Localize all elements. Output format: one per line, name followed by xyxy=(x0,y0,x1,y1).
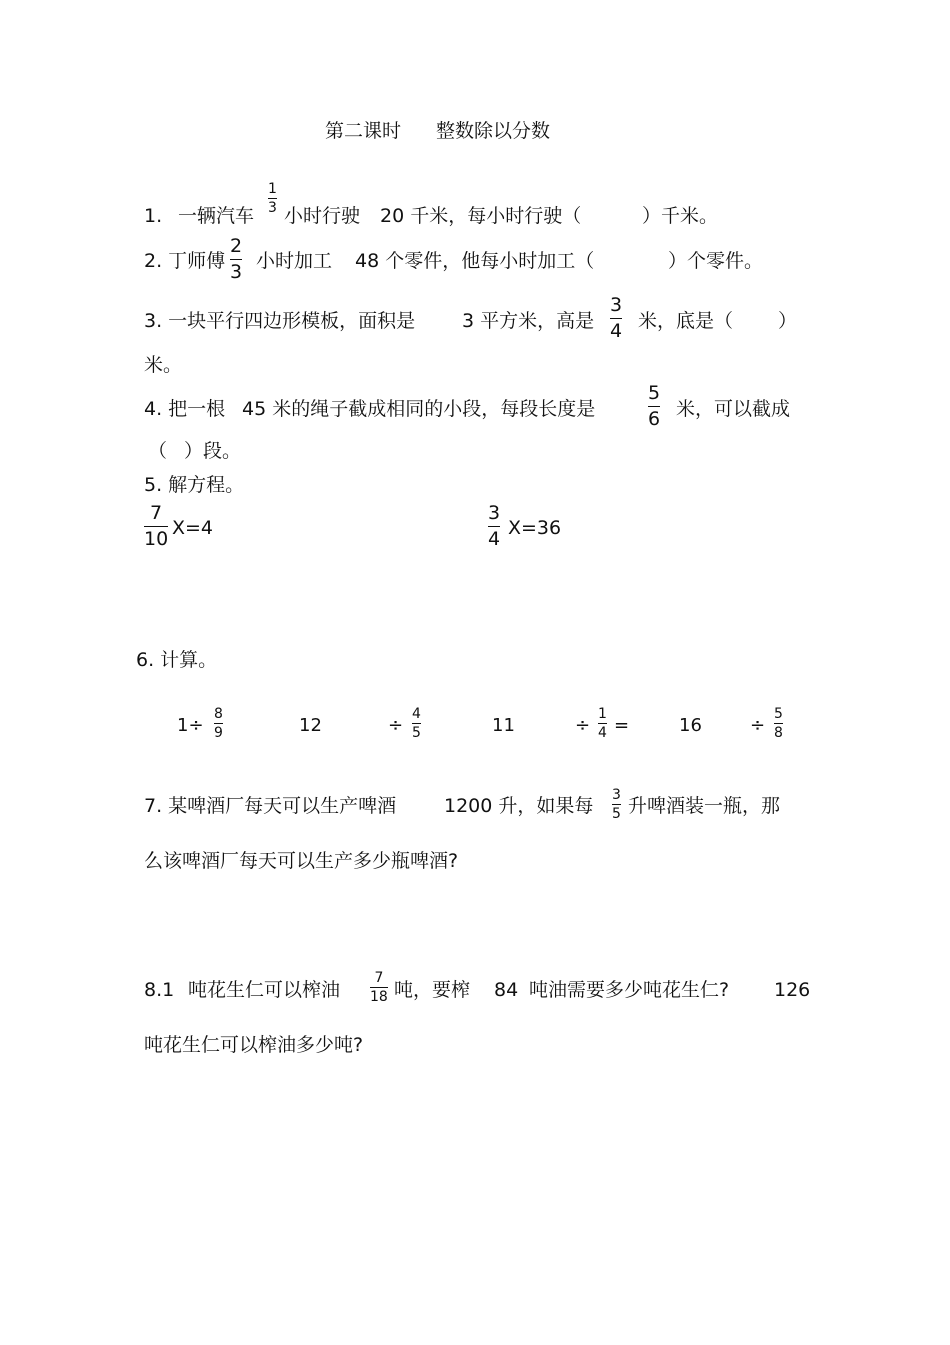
q1-fraction-denominator: 3 xyxy=(268,200,277,216)
q7-text-a: 7. 某啤酒厂每天可以生产啤酒 xyxy=(144,795,397,817)
q5-title: 5. 解方程。 xyxy=(144,474,245,496)
q2-fraction-denominator: 3 xyxy=(230,261,243,283)
q1-text-c: 20 千米，每小时行驶（ xyxy=(380,205,582,227)
q8-line2: 吨花生仁可以榨油多少吨? xyxy=(144,1034,364,1056)
q6-item1-numerator: 8 xyxy=(214,706,223,722)
q6-item1-denominator: 9 xyxy=(214,725,223,741)
q6-item4-lead: 16 xyxy=(679,715,702,736)
q6-item4-op: ÷ xyxy=(750,715,766,736)
q6-item4-denominator: 8 xyxy=(774,725,783,741)
q6-item3-tail: = xyxy=(614,715,630,736)
q5-eq1-numerator: 7 xyxy=(150,502,163,524)
q8-text-c: 吨，要榨 xyxy=(394,979,471,1001)
q7-fraction xyxy=(612,788,621,821)
q5-eq1-rest: X=4 xyxy=(172,517,214,539)
q2-text-d: ）个零件。 xyxy=(668,250,764,272)
q5-eq2-fraction xyxy=(488,504,500,549)
q7-text-c: 升啤酒装一瓶，那 xyxy=(628,795,781,817)
q5-eq1-fraction xyxy=(144,504,168,549)
lesson-topic: 整数除以分数 xyxy=(436,120,551,142)
q6-item2-lead: 12 xyxy=(299,715,322,736)
q5-eq2-rest: X=36 xyxy=(508,517,562,539)
q2-fraction xyxy=(230,237,242,282)
q1-text-d: ）千米。 xyxy=(642,205,719,227)
q8-text-b: 吨花生仁可以榨油 xyxy=(188,979,341,1001)
q4-fraction xyxy=(648,384,660,429)
q4-text-a: 4. 把一根 xyxy=(144,398,226,420)
q7-text-b: 1200 升，如果每 xyxy=(444,795,594,817)
q2-text-a: 2. 丁师傅 xyxy=(144,250,226,272)
q6-item2-denominator: 5 xyxy=(412,725,421,741)
q5-eq1-denominator: 10 xyxy=(144,528,169,550)
q6-item3-fraction xyxy=(598,707,607,740)
fraction-bar xyxy=(268,198,277,199)
q6-item3-lead: 11 xyxy=(492,715,515,736)
q8-fraction-numerator: 7 xyxy=(374,970,384,986)
q3-fraction-denominator: 4 xyxy=(610,320,623,342)
q2-text-c: 48 个零件，他每小时加工（ xyxy=(355,250,595,272)
fraction-bar xyxy=(774,723,783,724)
q8-fraction xyxy=(370,971,388,1004)
q1-text-a: 一辆汽车 xyxy=(178,205,255,227)
q3-text-c: 米，底是（ xyxy=(638,310,734,332)
q6-item2-numerator: 4 xyxy=(412,706,421,722)
fraction-bar xyxy=(144,526,168,527)
q8-text-f: 126 xyxy=(774,979,811,1001)
q6-item1-lead: 1÷ xyxy=(177,715,204,736)
q6-item3-op: ÷ xyxy=(575,715,591,736)
q1-fraction-numerator: 1 xyxy=(268,181,277,197)
q5-eq2-denominator: 4 xyxy=(488,528,501,550)
q3-text-d: ） xyxy=(778,310,798,332)
fraction-bar xyxy=(598,723,607,724)
fraction-bar xyxy=(214,723,223,724)
fraction-bar xyxy=(230,259,242,260)
q4-text-e: ）段。 xyxy=(184,440,242,462)
lesson-label: 第二课时 xyxy=(325,120,402,142)
fraction-bar xyxy=(612,804,621,805)
q2-fraction-numerator: 2 xyxy=(230,235,243,257)
q2-text-b: 小时加工 xyxy=(256,250,333,272)
fraction-bar xyxy=(412,723,421,724)
q3-fraction xyxy=(610,296,622,341)
q8-text-a: 8.1 xyxy=(144,979,175,1001)
q1-fraction xyxy=(268,182,277,215)
q6-item2-fraction xyxy=(412,707,421,740)
q4-fraction-numerator: 5 xyxy=(648,382,661,404)
q5-eq2-numerator: 3 xyxy=(488,502,501,524)
q3-text-e: 米。 xyxy=(144,354,183,376)
fraction-bar xyxy=(610,318,622,319)
q1-text-b: 小时行驶 xyxy=(284,205,361,227)
q6-item3-denominator: 4 xyxy=(598,725,607,741)
q8-text-e: 吨油需要多少吨花生仁? xyxy=(529,979,730,1001)
q4-fraction-denominator: 6 xyxy=(648,408,661,430)
q6-item2-op: ÷ xyxy=(388,715,404,736)
q6-item4-fraction xyxy=(774,707,783,740)
q6-title: 6. 计算。 xyxy=(136,649,218,671)
q7-fraction-denominator: 5 xyxy=(612,806,621,822)
q7-line2: 么该啤酒厂每天可以生产多少瓶啤酒? xyxy=(144,850,459,872)
q4-text-c: 米，可以截成 xyxy=(676,398,791,420)
q3-text-b: 3 平方米，高是 xyxy=(462,310,595,332)
fraction-bar xyxy=(488,526,500,527)
fraction-bar xyxy=(648,406,660,407)
q3-fraction-numerator: 3 xyxy=(610,294,623,316)
q6-item1-fraction xyxy=(214,707,223,740)
q8-fraction-denominator: 18 xyxy=(370,989,388,1005)
fraction-bar xyxy=(370,987,388,988)
q3-text-a: 3. 一块平行四边形模板，面积是 xyxy=(144,310,416,332)
q6-item4-numerator: 5 xyxy=(774,706,783,722)
q4-text-b: 45 米的绳子截成相同的小段，每段长度是 xyxy=(242,398,596,420)
q6-item3-numerator: 1 xyxy=(598,706,607,722)
q8-text-d: 84 xyxy=(494,979,519,1001)
q7-fraction-numerator: 3 xyxy=(612,787,621,803)
q4-text-d: （ xyxy=(148,440,168,462)
q1-number: 1. xyxy=(144,205,163,227)
